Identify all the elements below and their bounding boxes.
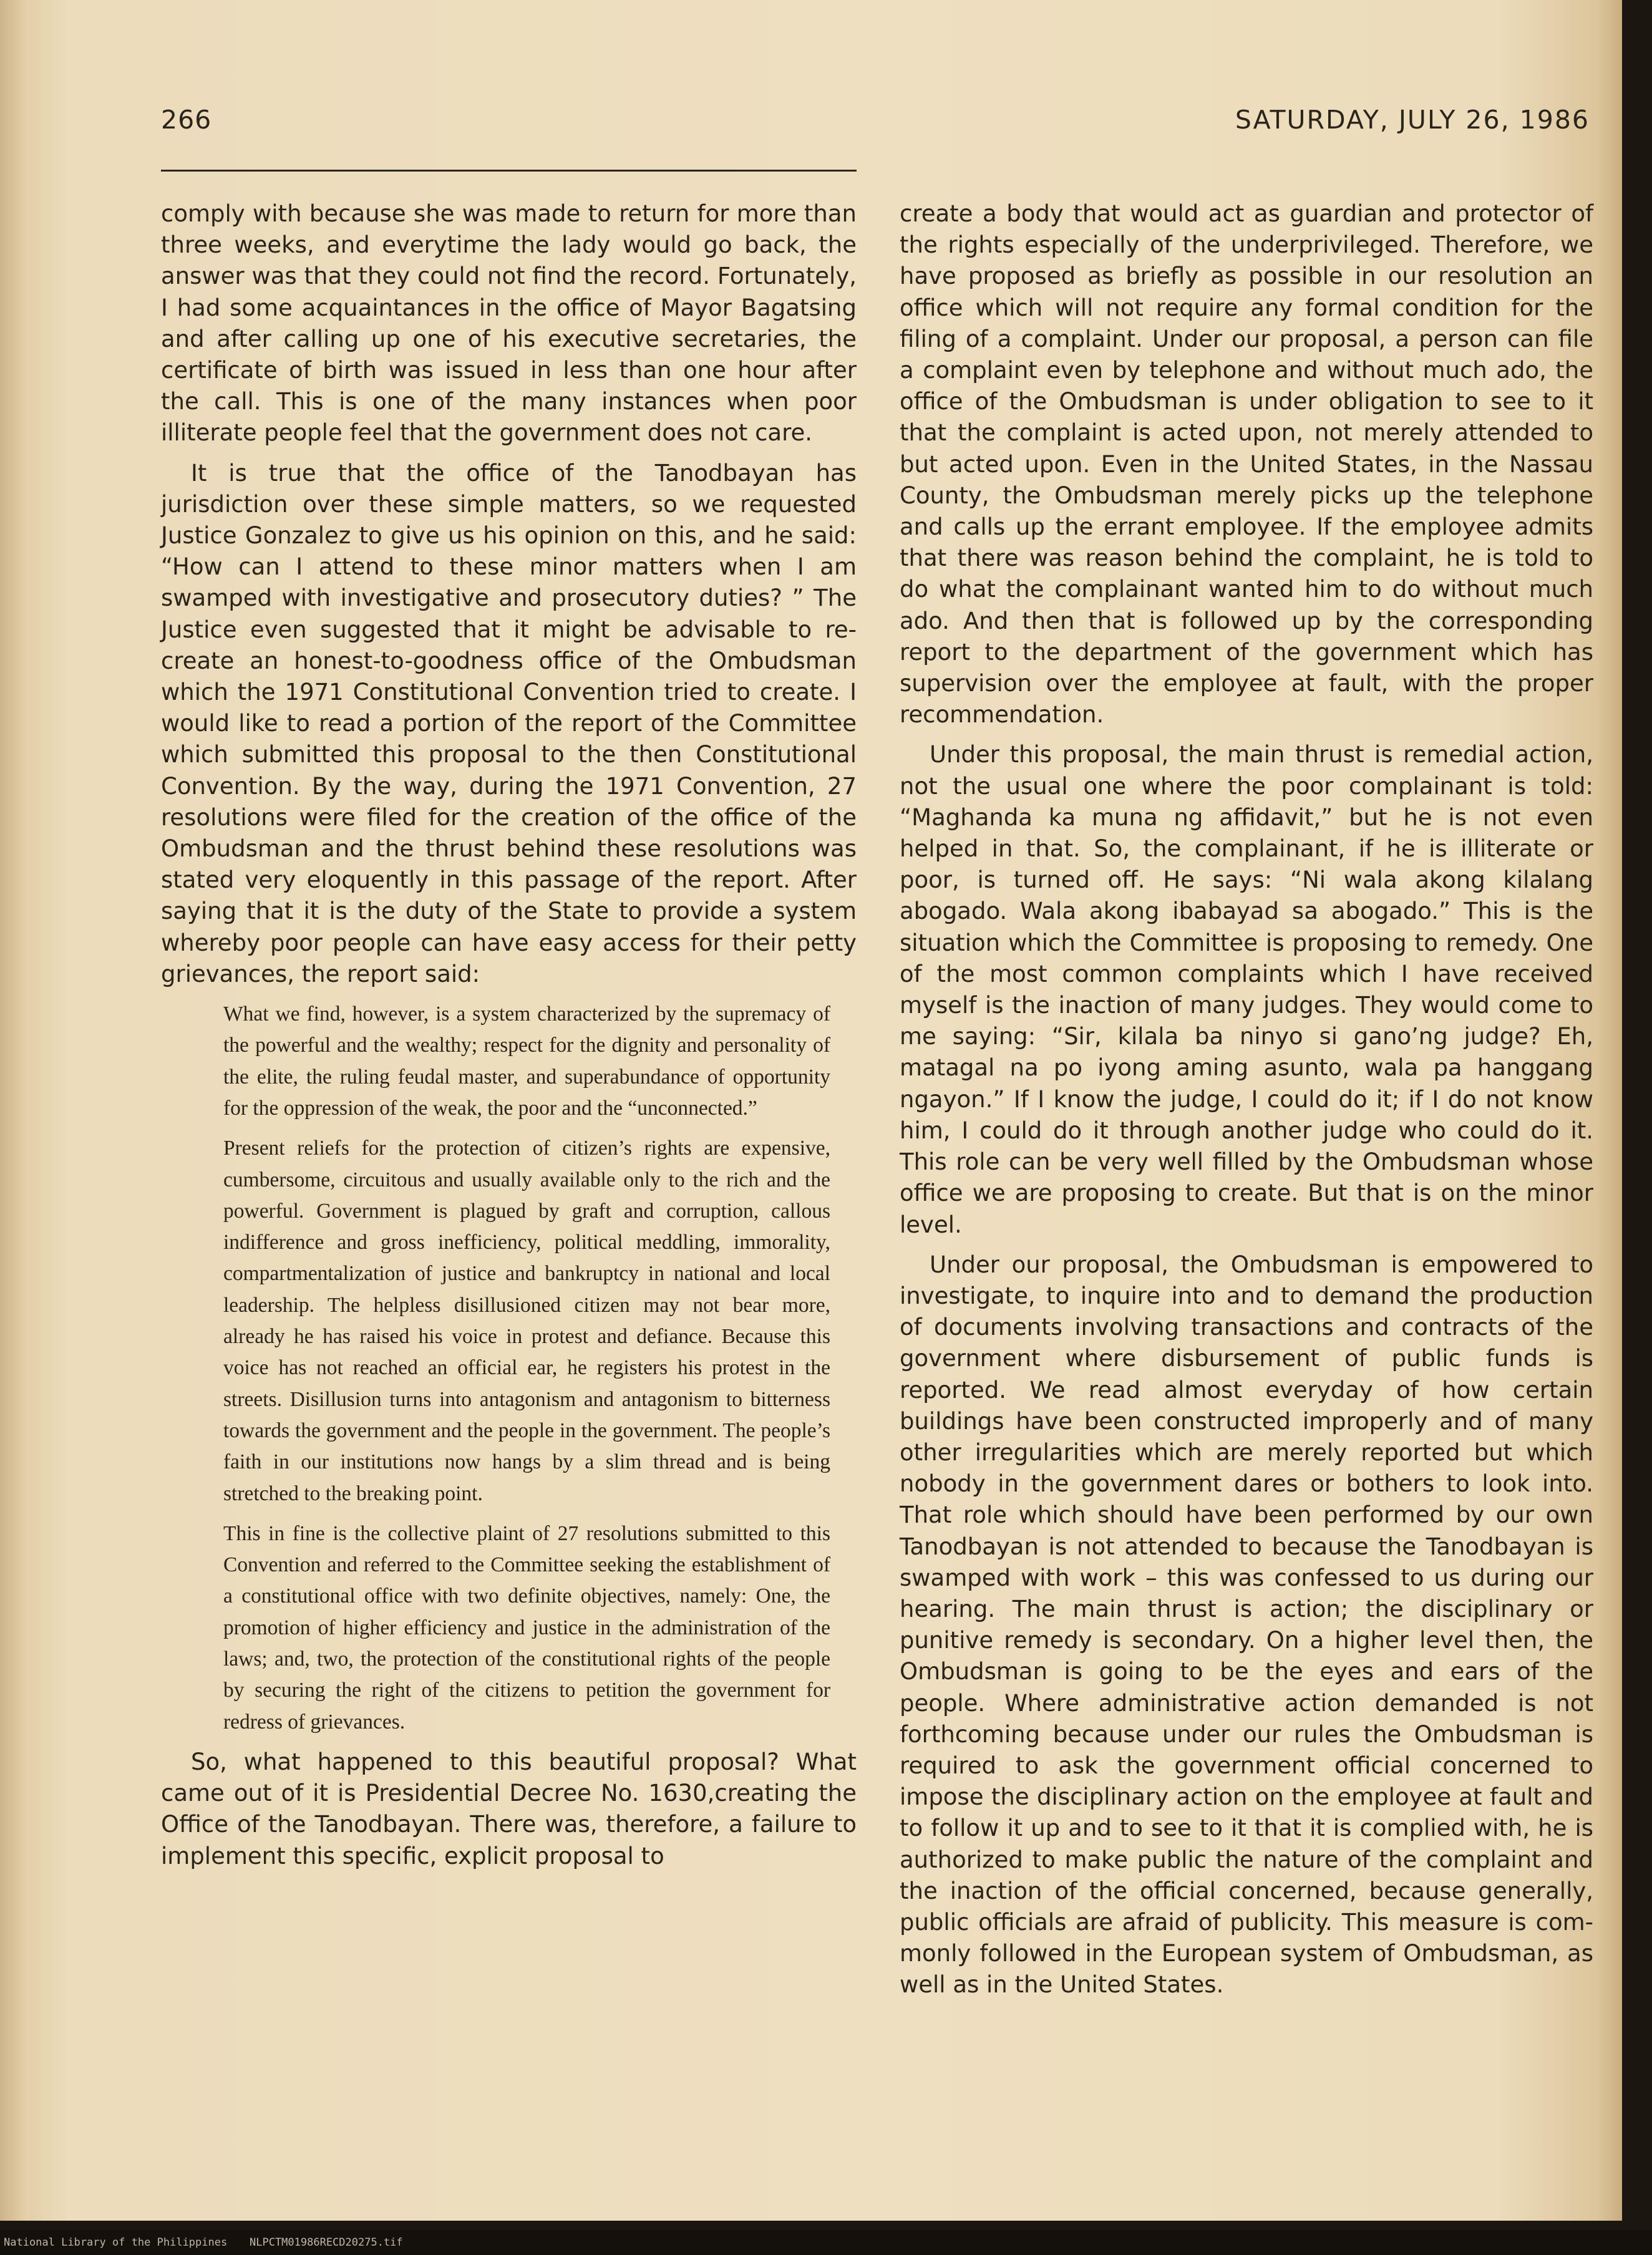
scan-footer [0,2230,1652,2255]
block-quote: Present reliefs for the protection of citizen’s rights are expensive, cumbersome, circuitous and usually available only to the rich and the powerful. Government is plagued by graft and corruption, callous indifference and gross inefficiency, political meddling, immorality, compartmentalization of justice and bankruptcy in national and local leadership. The helpless disillusioned citizen may not bear more, already he has raised his voice in protest and defiance. Because this voice has not reached an official ear, he registers his protest in the streets. Disillusion turns into antagonism and antagonism to bitterness towards the government and the people in the government. The people’s faith in our institutions now hangs by a slim thread and is being stretched to the breaking point. [223,1137,830,1505]
paragraph: So, what happened to this beautiful proposal? What came out of it is Presidential Decree No. 1630,creating the Office of the Tanodbayan. There was, therefore, a failure to implement this specific, explicit proposal to [161,1748,857,1869]
left-column [161,198,857,2070]
paragraph: Under this proposal, the main thrust is remedial action, not the usual one where the poor complainant is told: “Maghanda ka muna ng affidavit,” but he is not even helped in that. So, the complainant, if he is illiterate or poor, is turned off. He says: “Ni wala akong kilalang abogado. Wala akong ibabayad sa abogado.” This is the situation which the Committee is proposing to remedy. One of the most common complaints which I have received myself is the inaction of many judges. They would come to me saying: “Sir, kilala ba ninyo si gano’ng judge? Eh, matagal na po iyong aming asunto, wala pa hanggang ngayon.” If I know the judge, I could do it; if I do not know him, I could do it through another judge who could do it. This role can be very well filled by the Ombudsman whose office we are proposing to create. But that is on the minor level. [900,741,1593,1238]
header-rule [161,170,857,172]
footer-filename: NLPCTM01986RECD20275.tif [250,2236,403,2249]
page-number: 266 [161,105,212,135]
paragraph: It is true that the office of the Tanodbayan has jurisdiction over these simple matters, so we requested Justice Gonzalez to give us his opinion on this, and he said: “How can I attend to these minor matters when I am swamped with investigative and prosecutory duties? ” The Justice even suggested that it might be advisable to re-create an honest-to-goodness office of the Ombudsman which the 1971 Constitutional Convention tried to create. I would like to read a portion of the report of the Committee which submitted this proposal to the then Constitutional Convention. By the way, during the 1971 Convention, 27 resolutions were filed for the creation of the office of the Ombudsman and the thrust behind these resolutions was stated very eloquently in this passage of the report. After saying that it is the duty of the State to provide a system whereby poor people can have easy access for their petty grievances, the report said: [161,459,857,987]
page-date: SATURDAY, JULY 26, 1986 [1235,105,1590,135]
page-header [161,105,1590,155]
block-quote: This in fine is the collective plaint of 27 resolutions submitted to this Convention and referred to the Committee seeking the establishment of a constitutional office with two definite objectives, namely: One, the promotion of higher efficiency and justice in the administration of the laws; and, two, the protection of the constitutional rights of the people by securing the right of the citizens to petition the government for redress of grievances. [223,1521,830,1734]
block-quote: What we find, however, is a system characterized by the supremacy of the powerful and the wealthy; respect for the dignity and personality of the elite, the ruling feudal master, and superabundance of opportunity for the oppression of the weak, the poor and the “unconnected.” [223,1002,830,1120]
paragraph: create a body that would act as guardian and protector of the rights especially of the underprivileged. Therefore, we have proposed as briefly as possible in our resolution an office which will not require any formal condition for the filing of a complaint. Under our proposal, a person can file a complaint even by telephone and without much ado, the office of the Ombudsman is under obligation to see to it that the complaint is acted upon, not merely attended to but acted upon. Even in the United States, in the Nassau County, the Ombudsman merely picks up the telephone and calls up the errant employee. If the employee admits that there was reason behind the complaint, he is told to do what the complainant wanted him to do without much ado. And then that is followed up by the corresponding report to the department of the government which has supervision over the employee at fault, with the proper recommendation. [900,200,1593,729]
paragraph: comply with because she was made to return for more than three weeks, and everytime the lady would go back, the answer was that they could not find the record. Fortunately, I had some acquaintances in the office of Mayor Bagatsing and after calling up one of his executive secretaries, the certificate of birth was issued in less than one hour after the call. This is one of the many instances when poor illiterate people feel that the government does not care. [161,200,857,447]
footer-library: National Library of the Philippines [4,2236,228,2249]
right-column [900,198,1593,2070]
paragraph: Under our proposal, the Ombudsman is empowered to investigate, to inquire into and to demand the production of documents involving transactions and contracts of the government where disbursement of public funds is reported. We read almost everyday of how certain buildings have been constructed improperly and of many other irregularities which are merely reported but which nobody in the government dares or bothers to look into. That role which should have been performed by our own Tanodbayan is not attended to because the Tanodbayan is swamped with work – this was confessed to us during our hearing. The main thrust is action; the disciplinary or punitive remedy is secondary. On a higher level then, the Ombudsman is going to be the eyes and ears of the people. Where administrative action demanded is not forthcoming because under our rules the Ombudsman is required to ask the government official concerned to impose the disciplinary action on the employee at fault and to follow it up and to see to it that it is complied with, he is authorized to make public the nature of the complaint and the inaction of the official concerned, because generally, public officials are afraid of publicity. This measure is commonly followed in the European system of Ombudsman, as well as in the United States. [900,1251,1593,1999]
